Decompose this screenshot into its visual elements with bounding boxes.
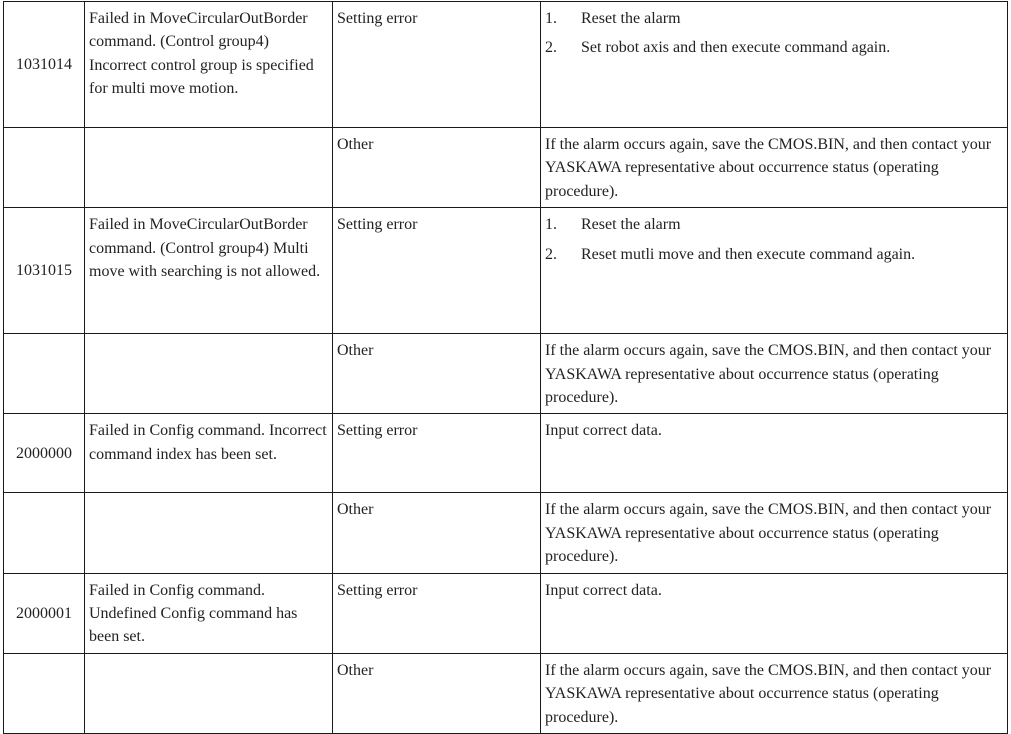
alarm-message xyxy=(85,334,333,414)
table-row xyxy=(4,493,1008,573)
alarm-cause: Other xyxy=(333,493,541,573)
alarm-code: 2000000 xyxy=(4,414,85,493)
alarm-message: Failed in Config command. Undefined Config command has been set. xyxy=(85,573,333,653)
table-row xyxy=(4,334,1008,414)
alarm-remedy: If the alarm occurs again, save the CMOS.BIN, and then contact your YASKAWA representative about occurrence status (operating procedure). xyxy=(541,493,1008,573)
alarm-message: Failed in Config command. Incorrect command index has been set. xyxy=(85,414,333,493)
alarm-remedy: If the alarm occurs again, save the CMOS.BIN, and then contact your YASKAWA representative about occurrence status (operating procedure). xyxy=(541,128,1008,208)
alarm-cause: Other xyxy=(333,128,541,208)
alarm-remedy: Input correct data. xyxy=(541,414,1008,493)
table-row xyxy=(4,2,1008,128)
alarm-cause: Setting error xyxy=(333,414,541,493)
alarm-code xyxy=(4,334,85,414)
remedy-step-text: Reset mutli move and then execute command again. xyxy=(581,245,916,263)
alarm-cause: Other xyxy=(333,334,541,414)
remedy-step-text: Reset the alarm xyxy=(581,10,681,27)
alarm-message: Failed in MoveCircularOutBorder command. (Control group4) Multi move with searching is not allowed. xyxy=(85,208,333,334)
remedy-step-text: Set robot axis and then execute command again. xyxy=(581,39,891,57)
remedy-step-text: Reset the alarm xyxy=(581,216,681,234)
table-row xyxy=(4,414,1008,493)
remedy-steps xyxy=(545,7,1003,60)
alarm-code: 1031015 xyxy=(4,208,85,334)
table-row xyxy=(4,128,1008,208)
table-row xyxy=(4,573,1008,653)
alarm-code xyxy=(4,493,85,573)
alarm-table xyxy=(3,1,1008,734)
alarm-code xyxy=(4,128,85,208)
remedy-step-number: 2. xyxy=(545,245,557,263)
alarm-remedy: Input correct data. xyxy=(541,573,1008,653)
remedy-step xyxy=(545,243,1003,266)
alarm-code xyxy=(4,653,85,733)
alarm-cause: Other xyxy=(333,653,541,733)
alarm-message xyxy=(85,128,333,208)
table-row xyxy=(4,653,1008,733)
alarm-message xyxy=(85,493,333,573)
alarm-remedy xyxy=(541,208,1008,334)
alarm-cause: Setting error xyxy=(333,2,541,128)
alarm-cause: Setting error xyxy=(333,208,541,334)
remedy-step-number: 2. xyxy=(545,39,557,57)
remedy-steps xyxy=(545,213,1003,266)
alarm-remedy xyxy=(541,2,1008,128)
alarm-cause: Setting error xyxy=(333,573,541,653)
remedy-step xyxy=(545,213,1003,236)
alarm-code: 2000001 xyxy=(4,573,85,653)
alarm-remedy: If the alarm occurs again, save the CMOS.BIN, and then contact your YASKAWA representative about occurrence status (operating procedure). xyxy=(541,334,1008,414)
alarm-message xyxy=(85,653,333,733)
alarm-remedy: If the alarm occurs again, save the CMOS.BIN, and then contact your YASKAWA representative about occurrence status (operating procedure). xyxy=(541,653,1008,733)
remedy-step-number: 1. xyxy=(545,10,557,27)
alarm-message: Failed in MoveCircularOutBorder command. (Control group4) Incorrect control group is specified for multi move motion. xyxy=(85,2,333,128)
remedy-step xyxy=(545,36,1003,59)
alarm-code: 1031014 xyxy=(4,2,85,128)
table-row xyxy=(4,208,1008,334)
remedy-step-number: 1. xyxy=(545,216,557,234)
remedy-step xyxy=(545,7,1003,30)
